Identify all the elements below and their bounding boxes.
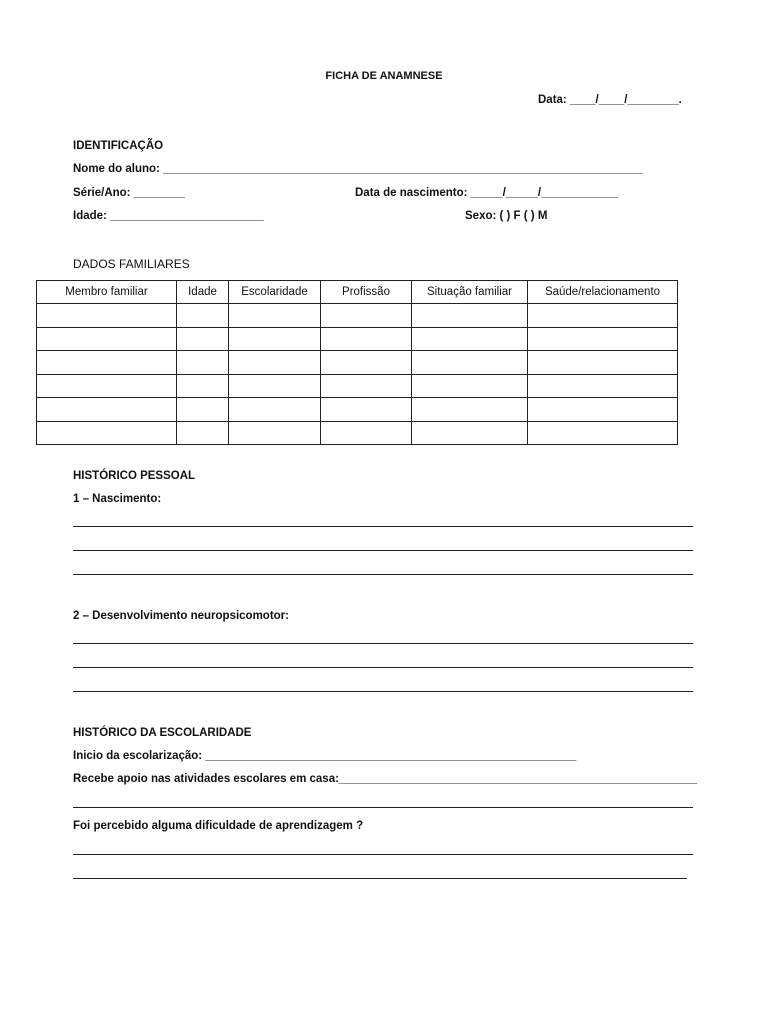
learning-difficulty-answer-line[interactable] <box>73 854 693 855</box>
table-cell[interactable] <box>37 327 177 351</box>
table-cell[interactable] <box>528 304 678 328</box>
table-cell[interactable] <box>229 374 321 398</box>
table-cell[interactable] <box>177 374 229 398</box>
learning-difficulty-label: Foi percebido alguma dificuldade de aprendizagem ? <box>73 820 364 832</box>
family-table-column-header: Situação familiar <box>412 281 528 304</box>
table-cell[interactable] <box>321 304 412 328</box>
sex-checkboxes[interactable]: Sexo: ( ) F ( ) M <box>465 210 548 222</box>
table-cell[interactable] <box>229 398 321 422</box>
family-table-column-header: Profissão <box>321 281 412 304</box>
family-table <box>36 280 678 445</box>
table-cell[interactable] <box>412 327 528 351</box>
table-row <box>37 327 678 351</box>
table-cell[interactable] <box>229 304 321 328</box>
table-cell[interactable] <box>177 398 229 422</box>
table-row <box>37 304 678 328</box>
family-table-column-header: Membro familiar <box>37 281 177 304</box>
home-support-field[interactable]: Recebe apoio nas atividades escolares em casa:________________________________________________________ <box>73 773 698 785</box>
table-cell[interactable] <box>528 327 678 351</box>
table-row <box>37 398 678 422</box>
table-cell[interactable] <box>528 374 678 398</box>
development-answer-line[interactable] <box>73 643 693 644</box>
table-cell[interactable] <box>412 351 528 375</box>
table-row <box>37 421 678 445</box>
table-cell[interactable] <box>412 421 528 445</box>
table-cell[interactable] <box>321 421 412 445</box>
student-name-field[interactable]: Nome do aluno: ___________________________________________________________________________ <box>73 163 643 175</box>
development-answer-line[interactable] <box>73 667 693 668</box>
table-cell[interactable] <box>37 304 177 328</box>
birth-answer-line[interactable] <box>73 574 693 575</box>
table-cell[interactable] <box>321 351 412 375</box>
table-cell[interactable] <box>321 398 412 422</box>
table-cell[interactable] <box>229 421 321 445</box>
table-cell[interactable] <box>37 421 177 445</box>
family-table-header-row <box>37 281 678 304</box>
family-table-column-header: Escolaridade <box>229 281 321 304</box>
family-table-column-header: Saúde/relacionamento <box>528 281 678 304</box>
development-label: 2 – Desenvolvimento neuropsicomotor: <box>73 610 289 622</box>
family-table-column-header: Idade <box>177 281 229 304</box>
birth-answer-line[interactable] <box>73 526 693 527</box>
table-cell[interactable] <box>37 351 177 375</box>
table-cell[interactable] <box>229 351 321 375</box>
table-cell[interactable] <box>177 421 229 445</box>
home-support-answer-line[interactable] <box>73 807 693 808</box>
table-cell[interactable] <box>412 398 528 422</box>
table-cell[interactable] <box>528 421 678 445</box>
table-cell[interactable] <box>412 304 528 328</box>
date-field[interactable]: Data: ____/____/________. <box>538 94 682 106</box>
section-historico-escolaridade-heading: HISTÓRICO DA ESCOLARIDADE <box>73 727 252 739</box>
table-cell[interactable] <box>321 327 412 351</box>
age-field[interactable]: Idade: ________________________ <box>73 210 264 222</box>
school-start-field[interactable]: Inicio da escolarização: __________________________________________________________ <box>73 750 577 762</box>
table-cell[interactable] <box>177 327 229 351</box>
learning-difficulty-answer-line[interactable] <box>73 878 687 879</box>
table-cell[interactable] <box>528 398 678 422</box>
development-answer-line[interactable] <box>73 691 693 692</box>
birthdate-field[interactable]: Data de nascimento: _____/_____/____________ <box>355 187 618 199</box>
section-identificacao-heading: IDENTIFICAÇÃO <box>73 140 164 152</box>
table-row <box>37 351 678 375</box>
table-cell[interactable] <box>528 351 678 375</box>
birth-answer-line[interactable] <box>73 550 693 551</box>
table-cell[interactable] <box>37 374 177 398</box>
table-cell[interactable] <box>412 374 528 398</box>
table-cell[interactable] <box>177 351 229 375</box>
section-historico-pessoal-heading: HISTÓRICO PESSOAL <box>73 470 196 482</box>
table-cell[interactable] <box>177 304 229 328</box>
table-cell[interactable] <box>321 374 412 398</box>
table-row <box>37 374 678 398</box>
grade-field[interactable]: Série/Ano: ________ <box>73 187 185 199</box>
table-cell[interactable] <box>229 327 321 351</box>
form-title: FICHA DE ANAMNESE <box>325 70 443 82</box>
birth-label: 1 – Nascimento: <box>73 493 162 505</box>
section-dados-familiares-heading: DADOS FAMILIARES <box>73 257 190 271</box>
table-cell[interactable] <box>37 398 177 422</box>
